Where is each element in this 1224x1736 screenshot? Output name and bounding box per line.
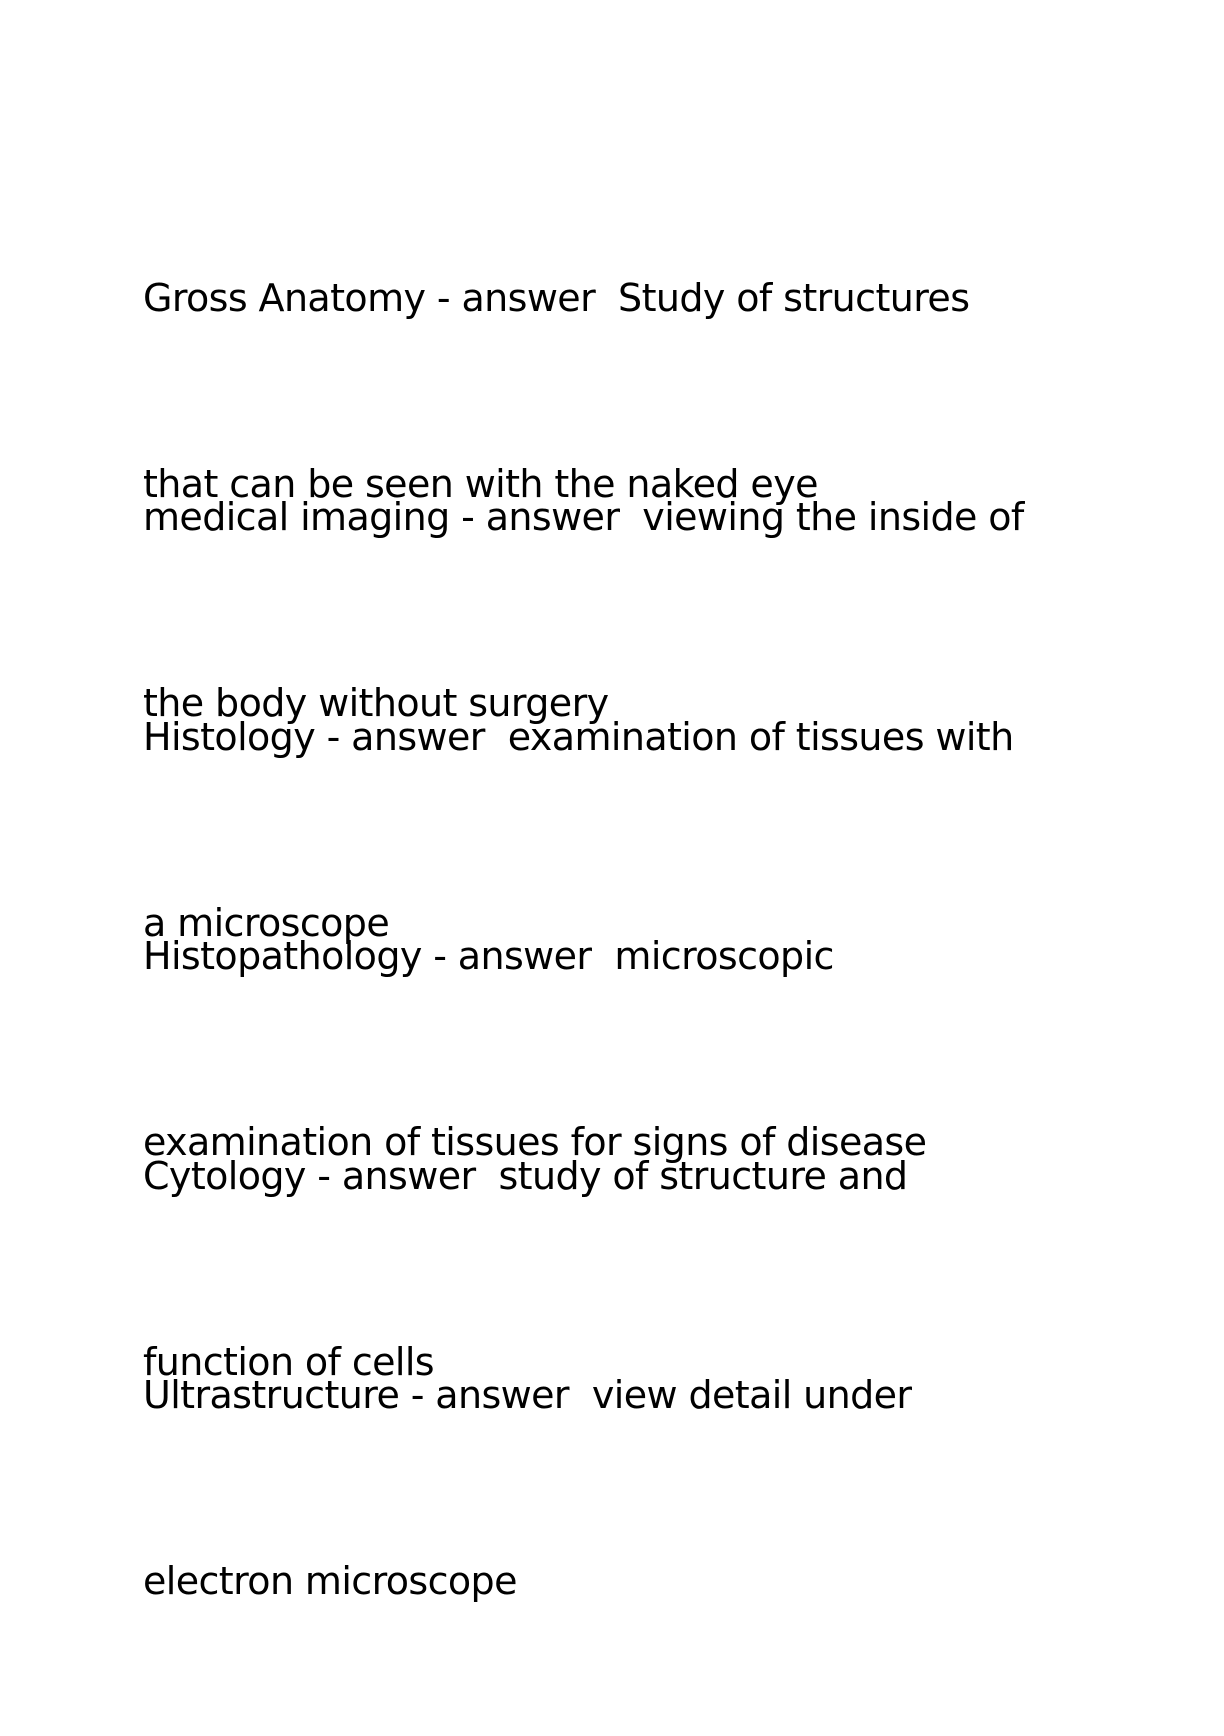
entry-line: Histology - answer examination of tissues with — [143, 715, 1014, 759]
entry-line: Gross Anatomy - answer Study of structures — [143, 276, 970, 320]
entry-line: Cytology - answer study of structure and — [143, 1154, 908, 1198]
entry-ultrastructure — [143, 1240, 1083, 1736]
entry-line: a microscope — [143, 901, 390, 945]
entry-line: examination of tissues for signs of disease — [143, 1120, 927, 1164]
entry-line: medical imaging - answer viewing the inside of — [143, 495, 1024, 539]
entry-line: function of cells — [143, 1340, 434, 1384]
entry-line: that can be seen with the naked eye — [143, 462, 818, 506]
entry-line: electron microscope — [143, 1559, 517, 1603]
entry-line: the body without surgery — [143, 681, 609, 725]
entry-line: Histopathology - answer microscopic — [143, 934, 834, 978]
entry-line: Ultrastructure - answer view detail under — [143, 1373, 912, 1417]
